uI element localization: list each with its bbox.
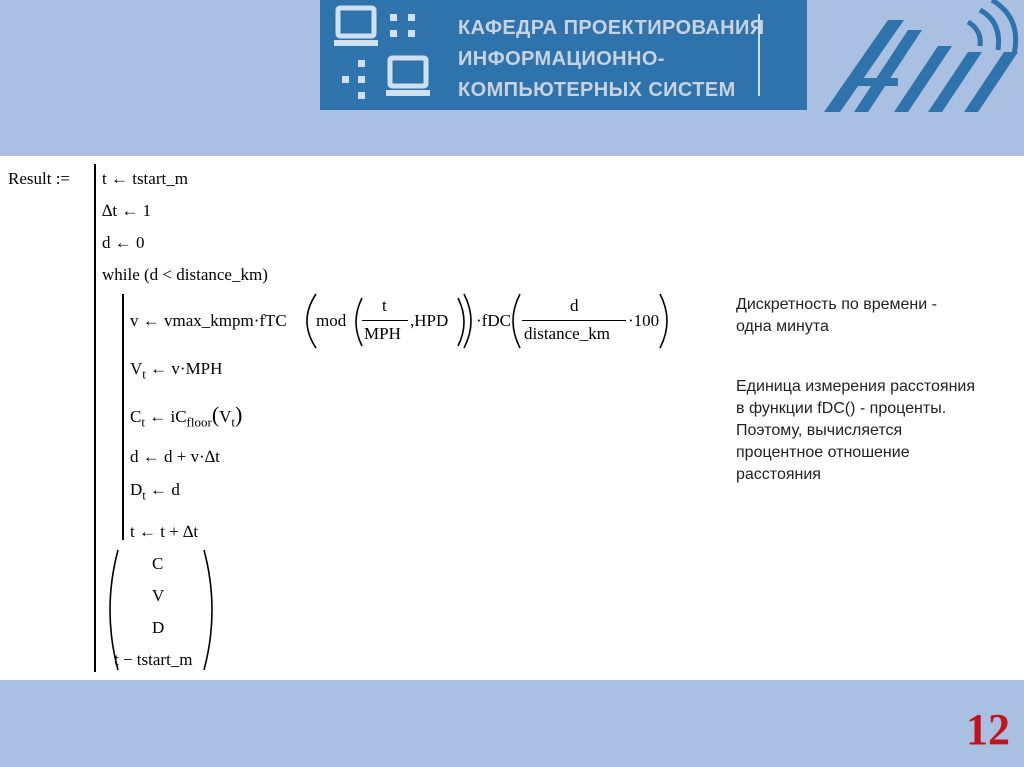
ct-subscript: t: [141, 414, 145, 430]
note-line: процентное отношение: [736, 444, 910, 461]
note-line: Единица измерения расстояния: [736, 378, 976, 395]
department-line: КОМПЬЮТЕРНЫХ СИСТЕМ: [458, 79, 736, 101]
hpd-arg: ,HPD: [410, 311, 449, 330]
fraction-line: [522, 320, 626, 321]
ct-floor: floor: [186, 414, 212, 430]
note-line: Дискретность по времени -: [736, 296, 937, 313]
note-time-step: [736, 294, 937, 338]
ct-v-base: V: [219, 407, 232, 426]
code-line: ∆t ← 1: [102, 201, 152, 220]
fraction-numerator: t: [382, 296, 387, 315]
vector-item: V: [152, 586, 165, 605]
department-line: ИНФОРМАЦИОННО-: [458, 48, 665, 70]
university-logo: [818, 0, 1024, 118]
t-update: t ← t + ∆t: [130, 522, 199, 541]
times-100: ·100: [628, 311, 660, 330]
fraction-denominator: MPH: [364, 324, 401, 343]
open-paren: [504, 292, 526, 350]
vt-rest: ← v·MPH: [145, 359, 223, 378]
ct-assignment: [130, 402, 242, 430]
note-line: одна минута: [736, 318, 829, 335]
vt-base: V: [130, 359, 143, 378]
fdc-function: ·fDC: [476, 311, 511, 330]
dt-rest: ← d: [145, 480, 180, 499]
note-line: в функции fDC() - проценты.: [736, 400, 947, 417]
vt-assignment: [130, 359, 222, 382]
vector-item: C: [152, 554, 164, 573]
fraction-denominator: distance_km: [524, 324, 610, 343]
close-paren: [654, 292, 676, 350]
note-line: расстояния: [736, 466, 821, 483]
fraction-line: [362, 320, 408, 321]
dt-base: D: [130, 480, 143, 499]
vt-subscript: t: [142, 366, 146, 382]
vector-close-paren: [200, 548, 222, 672]
vector-item: t − tstart_m: [114, 650, 193, 669]
note-distance-units: [736, 376, 975, 486]
vector-item: D: [152, 618, 165, 637]
ct-v-subscript: t: [231, 414, 236, 430]
program-bar: [94, 164, 96, 672]
while-line: while (d < distance_km): [102, 265, 268, 284]
code-line: t ← tstart_m: [102, 169, 188, 188]
result-label: Result :=: [8, 169, 71, 188]
department-name: [458, 13, 798, 106]
header: [0, 0, 1024, 156]
ct-paren-open: (: [211, 402, 220, 427]
note-line: Поэтому, вычисляется: [736, 422, 903, 439]
page-number: 12: [966, 705, 1010, 754]
loop-bar: [122, 294, 124, 540]
ct-paren-close: ): [235, 402, 243, 427]
dt-subscript: t: [142, 487, 146, 503]
mod-function: mod: [316, 311, 347, 330]
footer: [0, 680, 1024, 767]
computer-network-icon: [328, 0, 436, 110]
d-update: d ← d + v·∆t: [130, 447, 220, 466]
ct-base: C: [130, 407, 142, 426]
code-line: d ← 0: [102, 233, 145, 252]
fraction-numerator: d: [570, 296, 579, 315]
dt-assignment: [130, 480, 180, 503]
close-paren: [458, 292, 478, 350]
department-line: КАФЕДРА ПРОЕКТИРОВАНИЯ: [458, 17, 765, 39]
ct-mid: ← iC: [144, 407, 187, 426]
slide-content: [0, 156, 1024, 680]
v-assignment: v ← vmax_kmpm·fTC: [130, 311, 287, 330]
